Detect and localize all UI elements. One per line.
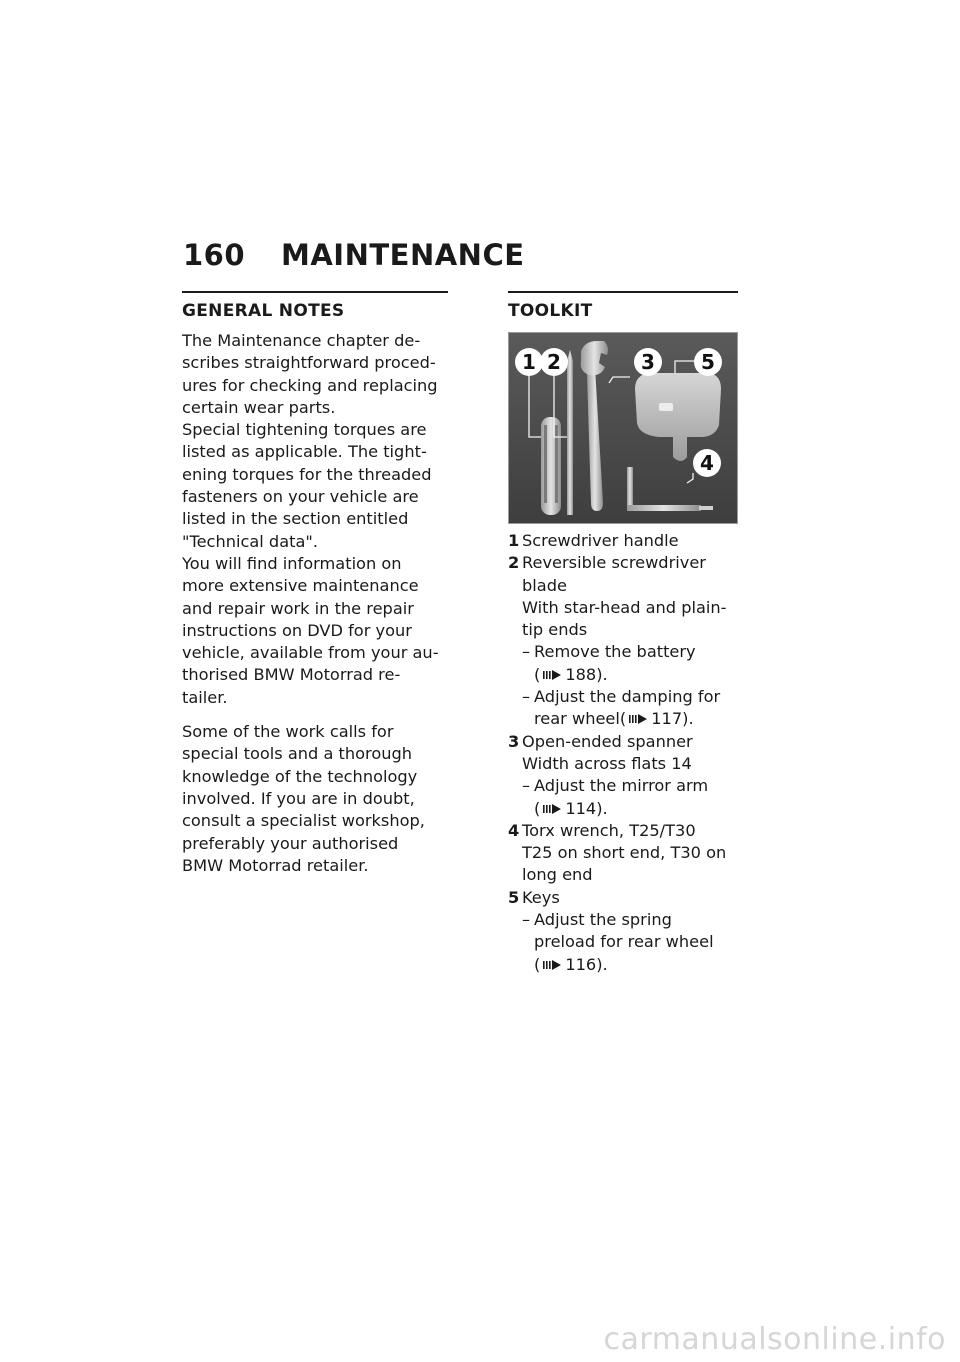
reference-page-number[interactable]: 188).	[565, 664, 608, 684]
paragraph-line: ening torques for the threaded	[182, 464, 432, 484]
figure-label: 4	[700, 451, 714, 475]
toolkit-item-text: Screwdriver handle	[522, 531, 679, 550]
procedure-step-text: Adjust the damping for	[534, 687, 721, 707]
procedure-step	[522, 641, 738, 686]
figure-label: 1	[522, 350, 536, 374]
page-reference[interactable]	[534, 708, 738, 730]
reference-page-number[interactable]: 114).	[565, 798, 608, 818]
procedure-step-text: Adjust the mirror arm	[534, 776, 709, 796]
toolkit-legend	[508, 530, 738, 976]
paragraph-line: You will find information on	[182, 553, 402, 573]
procedure-step	[522, 775, 738, 820]
paragraph-line: thorised BMW Motorrad re-	[182, 665, 401, 685]
paragraph-line: knowledge of the technology	[182, 766, 418, 786]
screwdriver-blade-icon	[567, 350, 573, 515]
section-heading-general-notes: GENERAL NOTES	[182, 301, 345, 321]
toolkit-item-text: T25 on short end, T30 on	[522, 843, 727, 863]
toolkit-item-text: tip ends	[522, 620, 588, 640]
toolkit-item-text: Open-ended spanner	[522, 731, 693, 751]
paragraph-line: BMW Motorrad retailer.	[182, 855, 369, 875]
paragraph-line: vehicle, available from your au-	[182, 643, 439, 663]
toolkit-item-body	[522, 530, 738, 552]
paragraph-line: listed as applicable. The tight-	[182, 442, 427, 462]
reference-page-number[interactable]: 116).	[565, 954, 608, 974]
procedure-step-text: Adjust the spring	[534, 910, 672, 930]
paragraph-line: Some of the work calls for	[182, 722, 394, 742]
paragraph-line: ures for checking and replacing	[182, 375, 438, 395]
page-reference[interactable]	[534, 798, 738, 820]
toolkit-item-number: 3	[508, 731, 520, 751]
paragraph-line: tailer.	[182, 687, 228, 707]
procedure-step-text: Remove the battery	[534, 642, 696, 662]
toolkit-item-2	[508, 552, 738, 730]
toolkit-item-number: 5	[508, 887, 520, 907]
page-reference-arrow-icon	[541, 668, 563, 682]
toolkit-item-1	[508, 530, 738, 552]
procedure-step	[522, 686, 738, 731]
paragraph-line: special tools and a thorough	[182, 744, 413, 764]
paragraph-line: more extensive maintenance	[182, 576, 419, 596]
figure-label: 3	[641, 350, 655, 374]
toolkit-item-text: blade	[522, 575, 567, 595]
general-notes-section	[182, 291, 448, 877]
section-heading-toolkit: TOOLKIT	[508, 301, 593, 321]
paragraph-line: The Maintenance chapter de-	[182, 331, 421, 350]
section-rule	[182, 291, 448, 293]
toolkit-item-number: 1	[508, 531, 520, 550]
paragraph-line: involved. If you are in doubt,	[182, 788, 415, 808]
section-rule	[508, 291, 738, 293]
dash-bullet: –	[522, 910, 531, 930]
general-notes-paragraph-1	[182, 330, 448, 709]
page-number: 160	[183, 238, 246, 272]
reference-open-paren: (	[534, 954, 541, 974]
page-title: MAINTENANCE	[281, 238, 525, 272]
paragraph-line: fasteners on your vehicle are	[182, 487, 419, 507]
toolkit-item-body	[522, 552, 738, 730]
paragraph-line: "Technical data".	[182, 531, 318, 551]
toolkit-item-text: Keys	[522, 887, 560, 907]
procedure-step	[522, 909, 738, 976]
page-reference[interactable]	[534, 954, 738, 976]
screwdriver-handle-icon	[541, 417, 561, 515]
page-reference[interactable]	[534, 664, 738, 686]
toolkit-item-3	[508, 731, 738, 820]
toolkit-item-body	[522, 731, 738, 820]
dash-bullet: –	[522, 642, 531, 662]
page-reference-arrow-icon	[541, 958, 563, 972]
reference-open-paren: (	[534, 664, 541, 684]
paragraph-line: consult a specialist workshop,	[182, 811, 425, 831]
page-reference-arrow-icon	[541, 802, 563, 816]
reference-page-number[interactable]: 117).	[651, 709, 694, 729]
paragraph-line: Special tightening torques are	[182, 420, 427, 440]
paragraph-line: instructions on DVD for your	[182, 620, 412, 640]
toolkit-illustration	[508, 332, 738, 524]
procedure-step-text: rear wheel	[534, 709, 620, 729]
toolkit-item-number: 4	[508, 820, 520, 840]
toolkit-item-text: With star-head and plain-	[522, 597, 727, 617]
figure-label: 5	[701, 350, 715, 374]
paragraph-line: certain wear parts.	[182, 397, 336, 417]
procedure-step-text: preload for rear wheel	[534, 932, 714, 952]
toolkit-item-text: long end	[522, 865, 593, 885]
reference-open-paren: (	[619, 709, 627, 729]
toolkit-item-text: Width across flats 14	[522, 753, 692, 773]
reference-open-paren: (	[534, 798, 541, 818]
figure-label: 2	[547, 350, 561, 374]
paragraph-line: listed in the section entitled	[182, 509, 409, 529]
toolkit-item-4	[508, 820, 738, 887]
toolkit-item-body	[522, 887, 738, 976]
paragraph-line: preferably your authorised	[182, 833, 399, 853]
general-notes-paragraph-2	[182, 721, 448, 877]
toolkit-item-text: Reversible screwdriver	[522, 553, 706, 573]
paragraph-line: scribes straightforward proced-	[182, 353, 436, 373]
paragraph-line: and repair work in the repair	[182, 598, 414, 618]
toolkit-item-number: 2	[508, 553, 520, 573]
watermark: carmanualsonline.info	[603, 1322, 946, 1357]
toolkit-item-text: Torx wrench, T25/T30	[522, 820, 696, 840]
toolkit-section	[508, 291, 738, 976]
toolkit-item-body	[522, 820, 738, 887]
page-reference-arrow-icon	[627, 712, 649, 726]
dash-bullet: –	[522, 776, 531, 796]
dash-bullet: –	[522, 687, 531, 707]
toolkit-item-5	[508, 887, 738, 976]
